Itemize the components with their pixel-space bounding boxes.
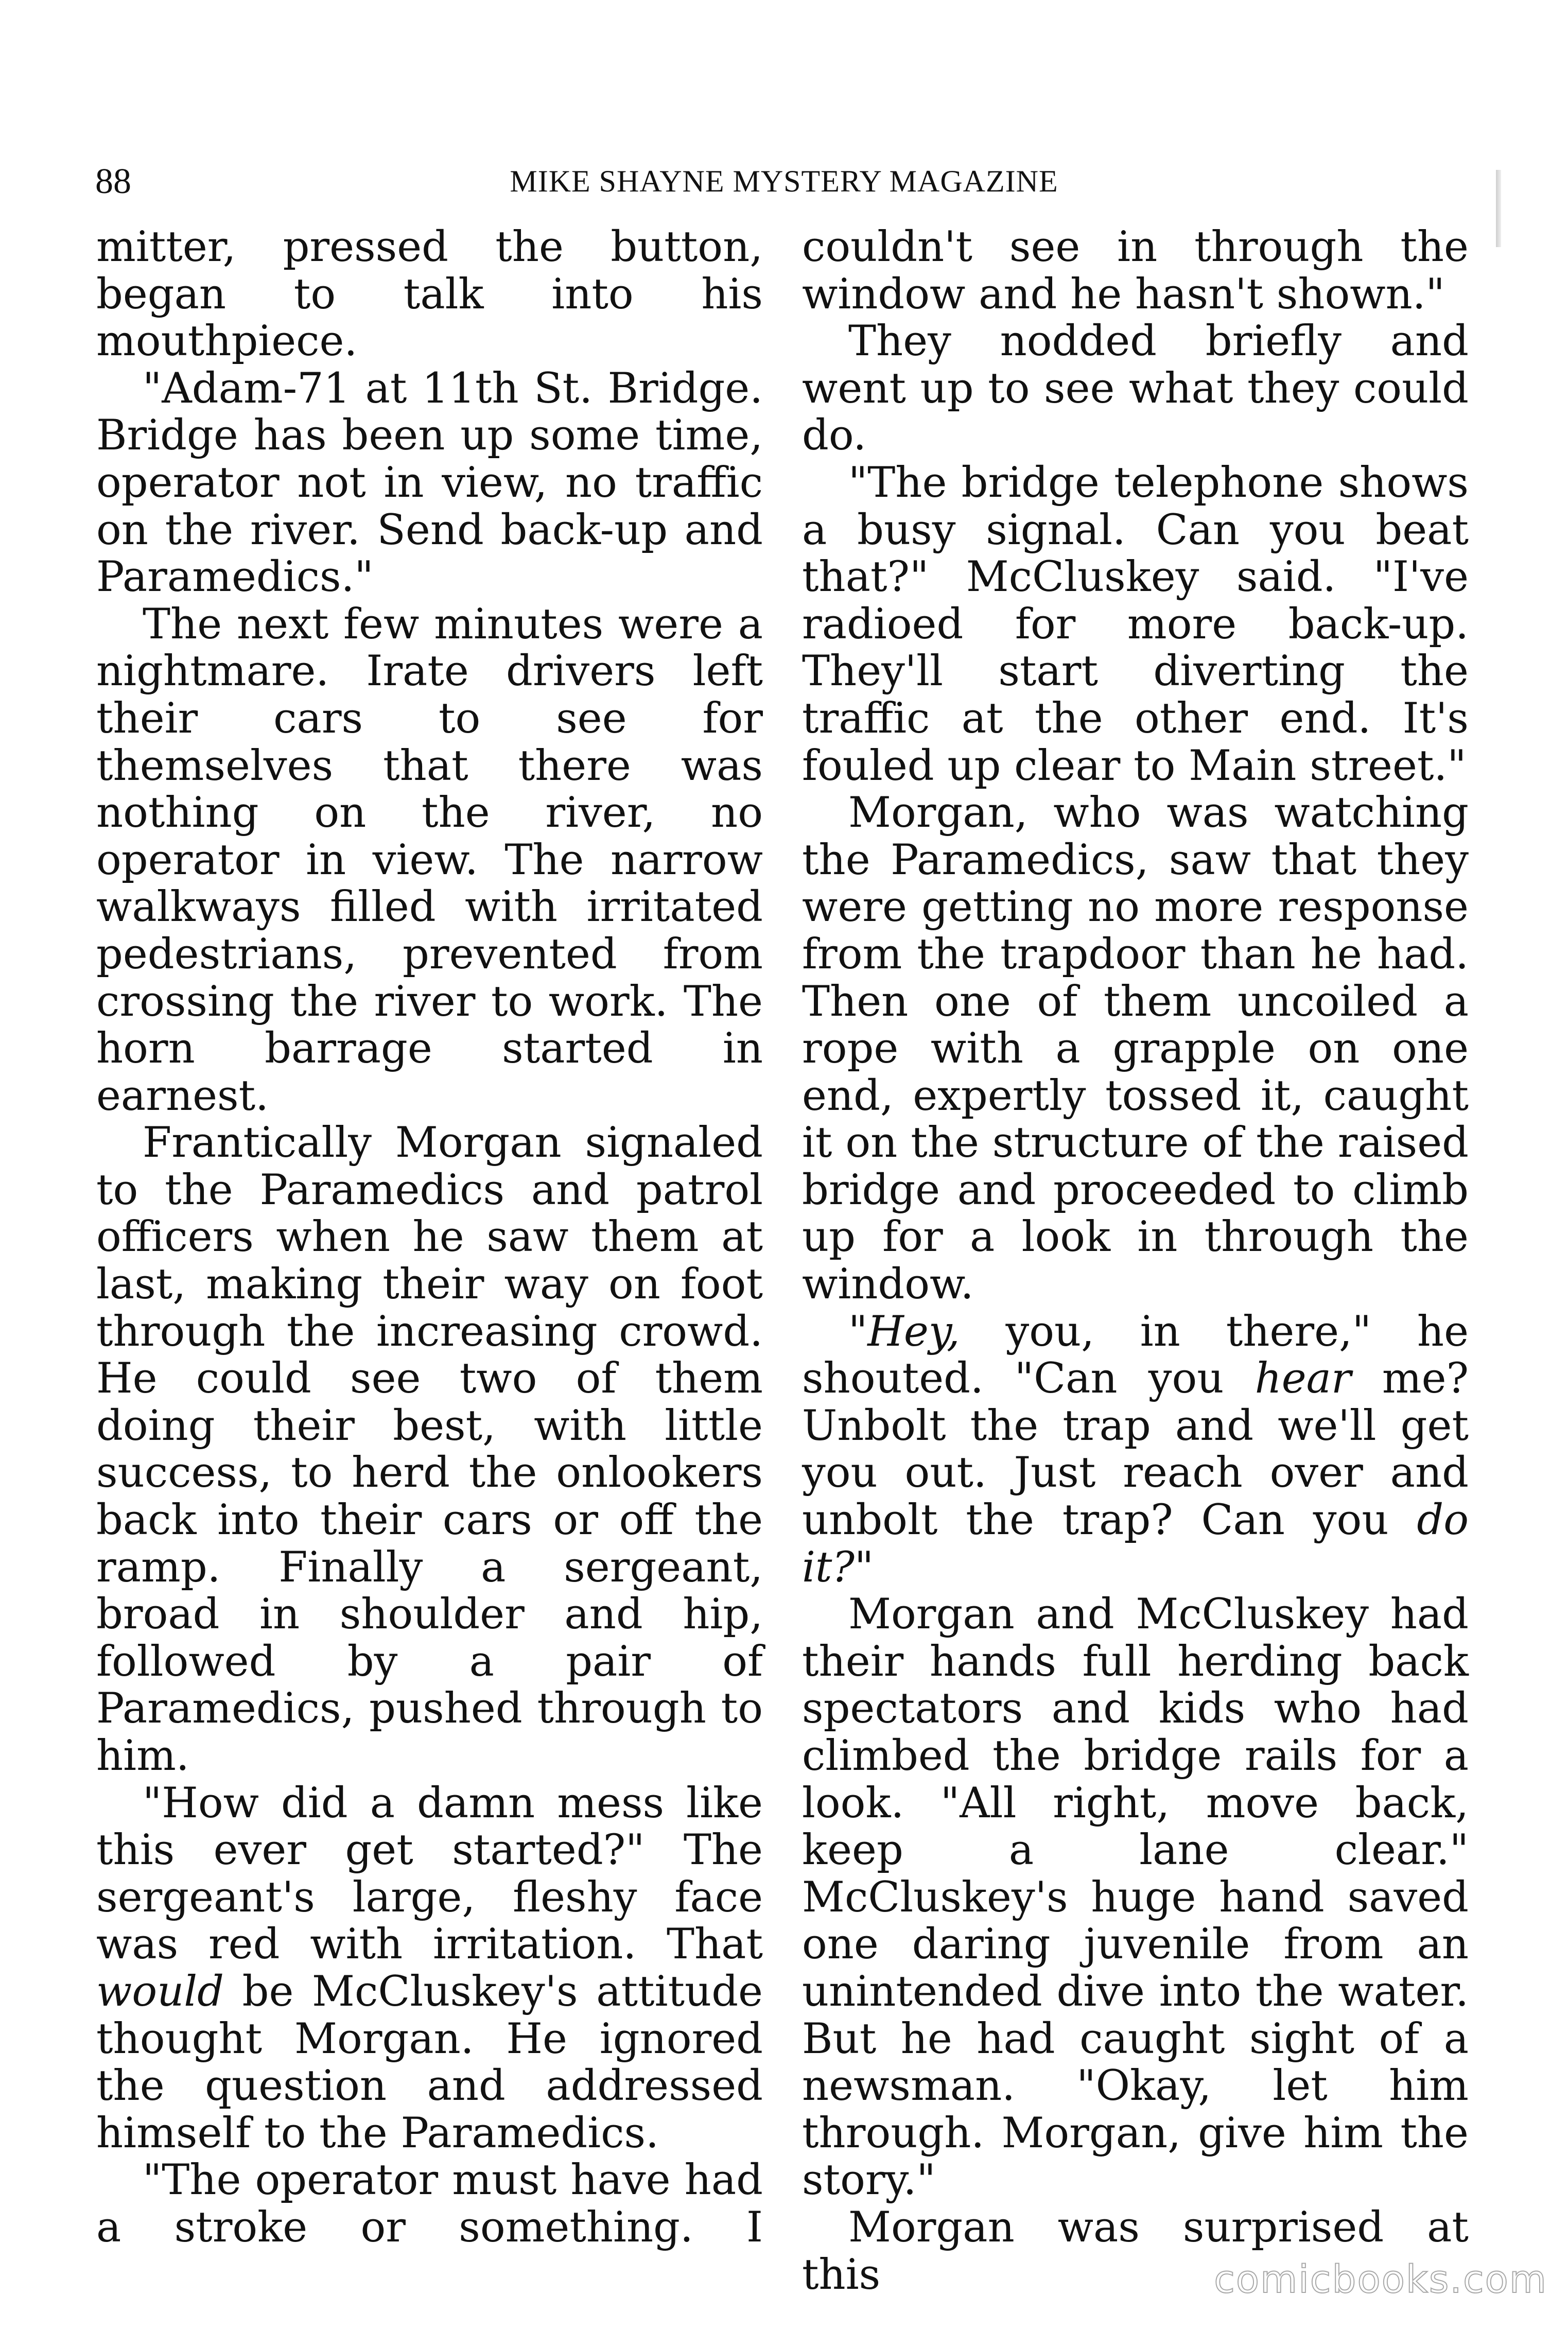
italic-text: hear [1255, 1354, 1351, 1403]
scan-edge-shadow [1496, 170, 1501, 247]
paragraph: Morgan, who was watching the Paramedics, saw that they were getting no more response from the trapdoor than he had. Then one of them uncoiled a rope with a grapple on one end, expertly tossed it, caught it on the structure of the raised bridge and proceeded to climb up for a look in through the window. [802, 789, 1469, 1309]
paragraph: "The operator must have had a stroke or something. I [96, 2156, 763, 2252]
paragraph: mitter, pressed the button, began to talk into his mouthpiece. [96, 223, 763, 366]
italic-text: would [96, 1967, 224, 2016]
text-column-left [96, 224, 763, 2252]
watermark: comicbooks.com [1214, 2257, 1547, 2302]
paragraph: They nodded briefly and went up to see what they could do. [802, 317, 1469, 460]
paragraph: Morgan and McCluskey had their hands full herding back spectators and kids who had climbed the bridge rails for a look. "All right, move back, keep a lane clear." McCluskey's huge hand saved one daring juvenile from an unintended dive into the water. But he had caught sight of a newsman. "Okay, let him through. Morgan, give him the story." [802, 1590, 1469, 2205]
text-run: me? Unbolt the trap and we'll get you out. Just reach over and unbolt the trap? Can you [802, 1354, 1469, 1545]
text-column-right [802, 224, 1469, 2299]
paragraph: The next few minutes were a nightmare. Irate drivers left their cars to see for themselves that there was nothing on the river, no operator in view. The narrow walkways filled with irritated pedestrians, prevented from crossing the river to work. The horn barrage started in earnest. [96, 600, 763, 1120]
text-run: "How did a damn mess like this ever get started?" The sergeant's large, fleshy face was red with irritation. That [96, 1779, 763, 1969]
italic-text: do it?" [802, 1496, 1469, 1592]
paragraph: couldn't see in through the window and he hasn't shown." [802, 223, 1469, 319]
paragraph: Frantically Morgan signaled to the Paramedics and patrol officers when he saw them at last, making their way on foot through the increasing crowd. He could see two of them doing their best, with little success, to herd the onlookers back into their cars or off the ramp. Finally a sergeant, broad in shoulder and hip, followed by a pair of Paramedics, pushed through to him. [96, 1119, 763, 1780]
page-number: 88 [95, 162, 131, 201]
paragraph: "Adam-71 at 11th St. Bridge. Bridge has been up some time, operator not in view, no traffic on the river. Send back-up and Paramedics." [96, 364, 763, 602]
text-run: you, in there," he shouted. "Can you [802, 1307, 1469, 1403]
paragraph: Morgan was surprised at this [802, 2203, 1469, 2299]
paragraph [96, 1780, 763, 2158]
text-run: be McCluskey's attitude thought Morgan. He ignored the question and addressed himself to the Paramedics. [96, 1967, 763, 2158]
paragraph: "The bridge telephone shows a busy signal. Can you beat that?" McCluskey said. "I've radioed for more back-up. They'll start diverting the traffic at the other end. It's fouled up clear to Main street." [802, 458, 1469, 790]
italic-text: "Hey, [848, 1307, 960, 1356]
running-head: MIKE SHAYNE MYSTERY MAGAZINE [510, 164, 1058, 198]
paragraph [802, 1309, 1469, 1592]
